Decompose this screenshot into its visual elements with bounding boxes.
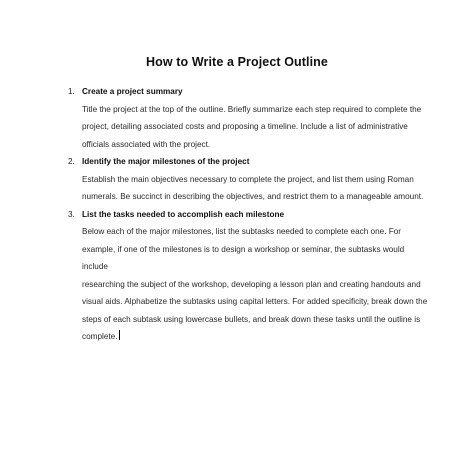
document-title: How to Write a Project Outline — [146, 55, 328, 69]
step-heading: Identify the major milestones of the project — [82, 157, 250, 166]
step-number: 3. — [68, 209, 75, 219]
step-text-line: steps of each subtask using lowercase bullets, and break down these tasks until the outline is — [82, 314, 421, 324]
step-number: 1. — [68, 87, 75, 96]
step-text-line: Establish the main objectives necessary to complete the project, and list them using Roman — [82, 174, 414, 184]
step-text-last-words: complete. — [82, 332, 118, 341]
step-heading: List the tasks needed to accomplish each milestone — [82, 209, 285, 219]
text-cursor — [119, 330, 120, 340]
step-text-line: Title the project at the top of the outline. Briefly summarize each step required to complete the — [82, 104, 422, 114]
step-heading: Create a project summary — [82, 87, 183, 96]
list-item-step-1 — [60, 83, 430, 153]
step-text-line: Below each of the major milestones, list the subtasks needed to complete each one. For — [82, 227, 402, 236]
step-text-line: numerals. Be succinct in describing the objectives, and restrict them to a manageable amount. — [82, 192, 424, 201]
step-text-line: visual aids. Alphabetize the subtasks using capital letters. For added specificity, break down the — [82, 297, 428, 306]
step-text-line: example, if one of the milestones is to design a workshop or seminar, the subtasks would include — [82, 244, 405, 271]
step-text-line-last — [82, 328, 430, 346]
step-number: 2. — [68, 157, 75, 166]
list-item-step-3 — [60, 206, 430, 346]
list-item-step-2 — [60, 153, 430, 206]
step-text-line: officials associated with the project. — [82, 139, 211, 149]
step-text-line: project, detailing associated costs and proposing a timeline. Include a list of administrative — [82, 122, 408, 131]
step-text-line: researching the subject of the workshop, developing a lesson plan and creating handouts and — [82, 279, 421, 289]
outline-steps-list — [60, 83, 430, 346]
